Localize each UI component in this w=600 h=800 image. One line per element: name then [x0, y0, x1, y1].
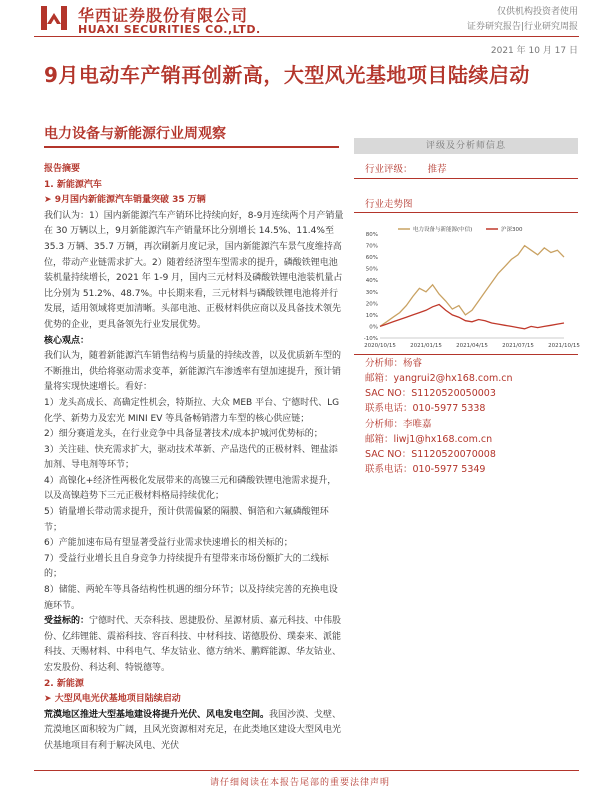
y-tick-label: 10%: [365, 312, 378, 319]
section-1-subheading: ➤ 9月国内新能源汽车销量突破 35 万辆: [44, 195, 206, 206]
list-item: 1）龙头高成长、高确定性机会，特斯拉、大众 MEB 平台、宁德时代、LG 化学、新势力及宏光 MINI EV 等具备畅销潜力车型的核心供应链；: [44, 397, 340, 424]
paragraph-3: 荒漠地区推进大型基地建设将提升光伏、风电发电空间。我国沙漠、戈壁、荒漠地区面积较为广阔，且风光资源相对充足，在此类地区建设大型风电光伏基地项目有利于解决风电、光伏: [44, 709, 342, 751]
legend-label: 沪深300: [501, 227, 523, 233]
x-tick-label: 2020/10/15: [364, 343, 396, 349]
y-tick-label: 80%: [365, 232, 378, 238]
company-name-en: HUAXI SECURITIES CO.,LTD.: [78, 23, 261, 36]
analyst-sac: S1120520070008: [411, 449, 496, 460]
company-name-cn: 华西证券股份有限公司: [78, 6, 249, 25]
y-tick-label: 60%: [365, 255, 378, 262]
analyst-name: 杨睿: [403, 358, 423, 369]
list-item: 5）销量增长带动需求提升，预计供需偏紧的隔膜、铜箔和六氟磷酸锂环节；: [44, 507, 329, 533]
summary-heading: 报告摘要: [44, 164, 81, 174]
industry-trend-chart: [358, 222, 580, 352]
summary-column: [44, 162, 344, 755]
list-item: 3）关注硅、快充需求扩大，驱动技术革新、产品迭代的正极材料、锂盐添加剂、导电剂等环节；: [44, 444, 338, 471]
footer-divider: [34, 770, 579, 771]
x-tick-label: 2021/04/15: [456, 343, 488, 349]
industry-rating: 行业评级： 推荐: [365, 164, 447, 175]
trend-chart-title: 行业走势图: [365, 199, 413, 210]
sidebar-divider: [354, 212, 578, 213]
y-tick-label: 50%: [365, 266, 378, 273]
y-tick-label: 40%: [365, 278, 378, 285]
core-view-label: 核心观点：: [44, 335, 90, 346]
analyst-sac: S1120520050003: [411, 388, 496, 399]
y-tick-label: 0%: [369, 324, 378, 331]
y-tick-label: 20%: [365, 301, 378, 308]
analyst-email: yangrui2@hx168.com.cn: [393, 373, 513, 384]
y-tick-label: 70%: [365, 243, 378, 250]
rating-value: 推荐: [427, 164, 447, 175]
paragraph-1: 我们认为：1）国内新能源汽车产销环比持续向好，8-9月连续两个月产销量在 30 万辆以上，9月新能源汽车产销量环比分别增长 14.5%、11.4%至 35.3 万辆、35.7 万辆，再次刷新月度记录，国内新能源汽车景气度维持高位，带动产业链需求扩大。2）随着经济型车型需求的提升，磷酸铁锂电池装机量持续增长，2021 年 1-9 月，国内三元材料及磷酸铁锂电池装机量占比分别为 51.2%、48.7%。中长期来看，三元材料与磷酸铁锂电池将并行发展，适用领域将更加清晰。头部电池、正极材料供应商以及具备技术领先优势的企业，更具备领先行业发展优势。: [44, 210, 344, 330]
analyst-phone: 010-5977 5338: [412, 403, 486, 414]
sidebar-header: 评级及分析师信息: [354, 138, 578, 154]
series-line-1: [380, 246, 564, 327]
paragraph-2: 我们认为，随着新能源汽车销售结构与质量的持续改善，以及优质新车型的不断推出，供给将驱动需求变革，新能源汽车渗透率有望加速提升，预计销量将实现快速增长。看好：: [44, 351, 342, 393]
list-item: 2）细分赛道龙头，在行业竞争中具备显著技术/成本护城河优势标的；: [44, 429, 323, 440]
x-tick-label: 2021/01/15: [410, 343, 442, 349]
analyst-email: liwj1@hx168.com.cn: [393, 434, 493, 445]
sidebar-divider: [354, 178, 578, 179]
section-1-heading: 1. 新能源汽车: [44, 179, 102, 190]
list-item: 6）产能加速布局有望显著受益行业需求快速增长的相关标的；: [44, 538, 293, 549]
arrow-icon: ➤: [44, 694, 55, 705]
report-title: 9月电动车产销再创新高，大型风光基地项目陆续启动: [44, 63, 530, 87]
list-item: 4）高镍化+经济性两极化发展带来的高镍三元和磷酸铁锂电池需求提升，以及高镍趋势下三元正极材料格局持续优化；: [44, 475, 337, 502]
footer-disclaimer: 请仔细阅读在本报告尾部的重要法律声明: [209, 778, 390, 788]
section-2-heading: 2. 新能源: [44, 678, 84, 689]
beneficiaries: 受益标的：宁德时代、天奈科技、恩捷股份、星源材质、嘉元科技、中伟股份、亿纬锂能、震裕科技、容百科技、中材科技、诺德股份、璞泰来、派能科技、天赐材料、中科电气、华友钴业、德方纳米、鹏辉能源、华友钴业、宏发股份、科达利、特锐德等。: [44, 616, 342, 673]
x-tick-label: 2021/10/15: [548, 343, 580, 349]
list-item: 8）储能、两轮车等具备结构性机遇的细分环节；以及持续完善的充换电设施环节。: [44, 585, 338, 611]
y-tick-label: 30%: [365, 289, 378, 296]
report-subtitle: 电力设备与新能源行业周观察: [44, 126, 226, 142]
section-2-subheading: ➤ 大型风电光伏基地项目陆续启动: [44, 694, 181, 705]
y-tick-label: -10%: [363, 336, 378, 342]
analyst-2: 分析师：李唯嘉 邮箱：liwj1@hx168.com.cn SAC NO：S1120520070008 联系电话：010-5977 5349: [365, 419, 496, 475]
x-tick-label: 2021/07/15: [502, 343, 534, 349]
analyst-name: 李唯嘉: [403, 419, 432, 430]
audience-note: 仅供机构投资者使用: [496, 7, 578, 17]
sidebar-divider: [354, 354, 578, 355]
arrow-icon: ➤: [44, 195, 55, 206]
list-item: 7）受益行业增长且自身竞争力持续提升有望带来市场份额扩大的二线标的；: [44, 553, 329, 580]
report-type: 证券研究报告|行业研究周报: [466, 22, 578, 32]
analyst-phone: 010-5977 5349: [412, 464, 486, 475]
report-date: 2021 年 10 月 17 日: [490, 46, 578, 56]
company-logo-icon: [40, 4, 68, 32]
analyst-1: 分析师：杨睿 邮箱：yangrui2@hx168.com.cn SAC NO：S1120520050003 联系电话：010-5977 5338: [365, 358, 513, 414]
subtitle-underline: [44, 146, 339, 148]
header-divider: [34, 36, 579, 37]
legend-label: 电力设备与新能源(中信): [413, 227, 473, 233]
series-line-2: [380, 305, 564, 329]
